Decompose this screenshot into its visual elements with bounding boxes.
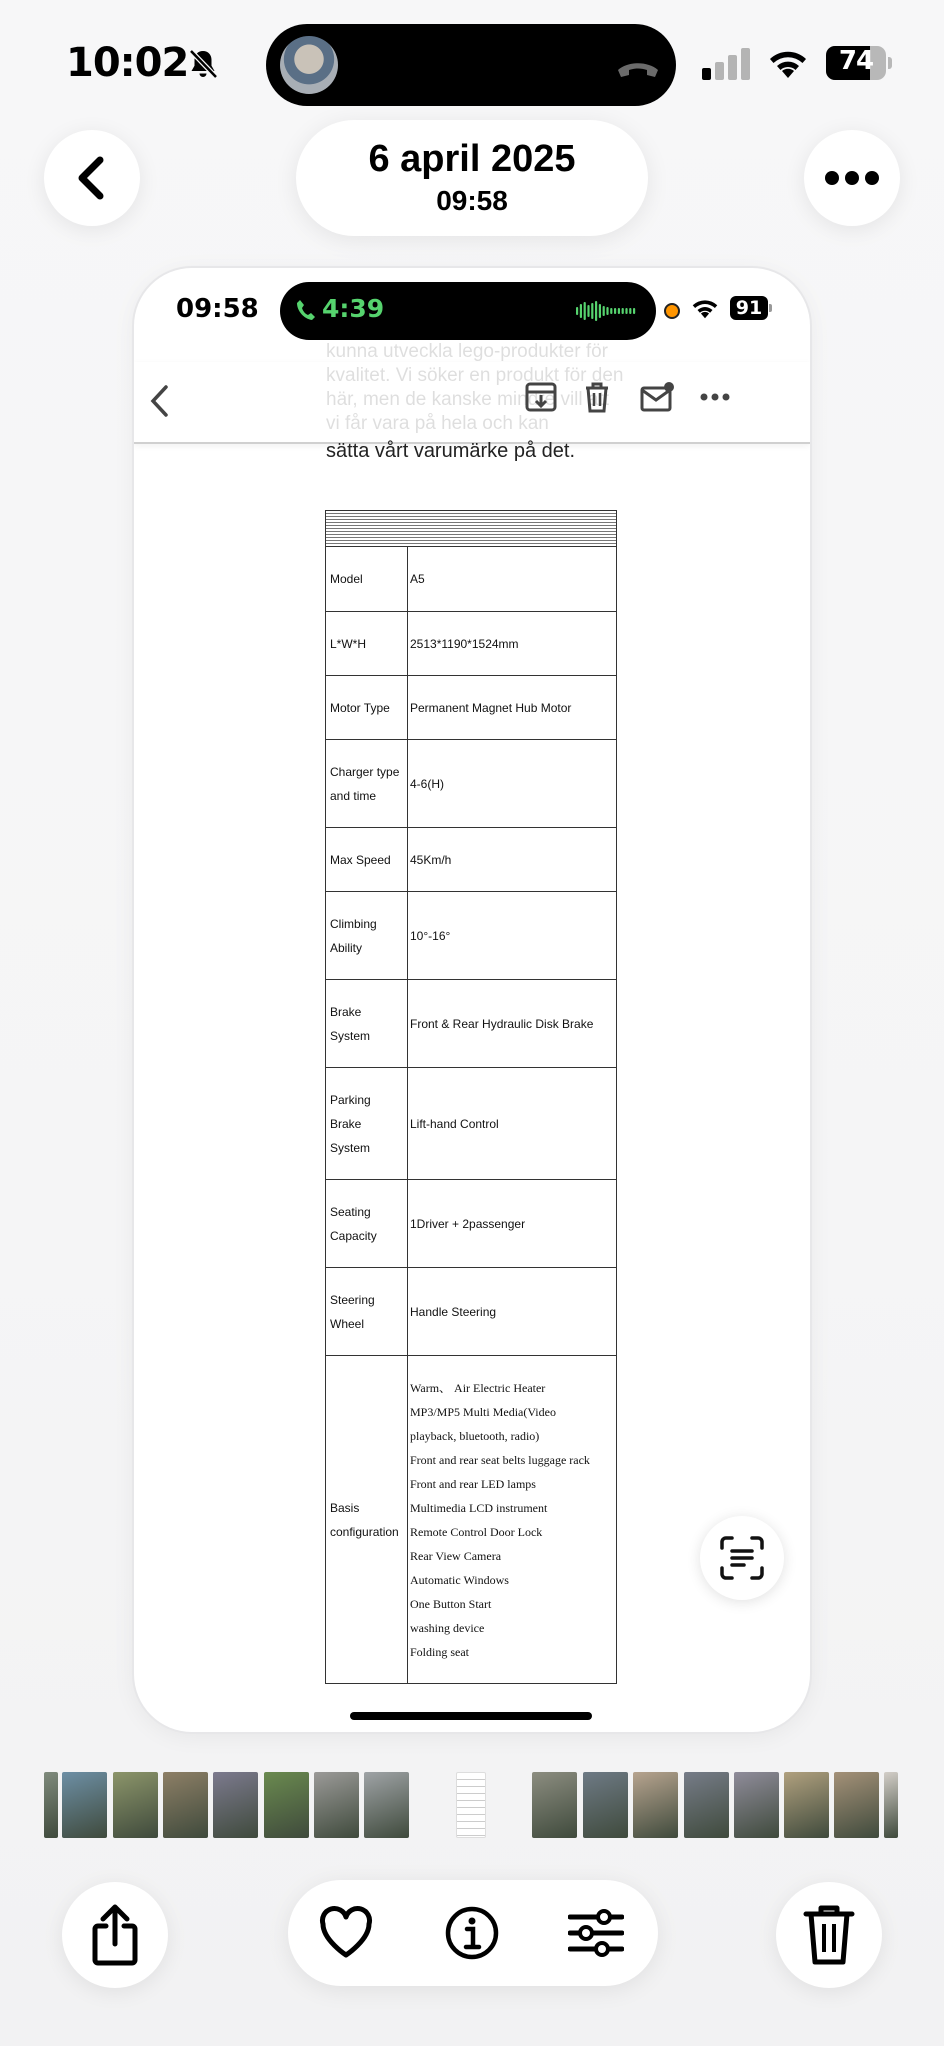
wifi-icon — [766, 46, 810, 80]
spec-key: Climbing Ability — [326, 892, 408, 979]
thumbnail-strip[interactable] — [0, 1772, 944, 1838]
spec-value: Permanent Magnet Hub Motor — [410, 700, 572, 715]
thumbnail[interactable] — [834, 1772, 879, 1838]
spec-feature-line: Rear View Camera — [410, 1548, 502, 1563]
spec-row — [326, 1267, 616, 1355]
photo-content[interactable] — [134, 268, 810, 1732]
email-last-line: sätta vårt varumärke på det. — [326, 440, 576, 462]
trash-icon — [580, 380, 614, 414]
phone-icon — [296, 299, 316, 321]
inner-battery — [730, 296, 772, 320]
thumbnail[interactable] — [314, 1772, 359, 1838]
spec-key: Charger type and time — [326, 740, 408, 827]
battery-indicator — [826, 46, 892, 80]
photo-time: 09:58 — [436, 185, 508, 216]
spec-key: Basis configuration — [326, 1356, 408, 1683]
thumbnail[interactable] — [684, 1772, 729, 1838]
dynamic-island[interactable] — [266, 24, 676, 106]
spec-value: 45Km/h — [410, 852, 452, 867]
archive-icon — [524, 380, 558, 414]
share-button[interactable] — [62, 1882, 168, 1988]
spec-feature-line: Folding seat — [410, 1644, 469, 1659]
thumbnail[interactable] — [583, 1772, 628, 1838]
spec-feature-line: Warm、 Air Electric Heater — [410, 1380, 546, 1395]
spec-table-header — [326, 511, 616, 547]
info-icon[interactable] — [444, 1905, 500, 1961]
mail-toolbar — [134, 362, 810, 444]
spec-value: Handle Steering — [410, 1304, 497, 1319]
thumbnail[interactable] — [113, 1772, 158, 1838]
back-chevron-icon — [150, 384, 170, 418]
spec-row — [326, 675, 616, 739]
spec-row — [326, 827, 616, 891]
end-call-icon[interactable] — [614, 48, 662, 84]
spec-value: 4-6(H) — [410, 776, 445, 791]
thumbnail[interactable] — [784, 1772, 829, 1838]
live-text-scan-icon — [718, 1534, 766, 1582]
spec-key: Max Speed — [326, 828, 408, 891]
share-icon — [90, 1904, 140, 1966]
spec-row — [326, 739, 616, 827]
more-icon — [700, 392, 730, 402]
spec-key: Motor Type — [326, 676, 408, 739]
spec-value: 1Driver + 2passenger — [410, 1216, 526, 1231]
inner-dynamic-island — [280, 282, 656, 340]
spec-table — [325, 510, 617, 1684]
adjust-sliders-icon[interactable] — [568, 1905, 624, 1961]
caller-avatar — [280, 36, 338, 94]
thumbnail[interactable] — [364, 1772, 409, 1838]
more-options-button[interactable] — [804, 130, 900, 226]
thumbnail[interactable] — [532, 1772, 577, 1838]
spec-feature-line: washing device — [410, 1620, 485, 1635]
ellipsis-icon — [824, 170, 880, 186]
spec-feature-line: Multimedia LCD instrument — [410, 1500, 548, 1515]
home-indicator — [350, 1712, 592, 1720]
spec-row — [326, 611, 616, 675]
spec-key: Parking Brake System — [326, 1068, 408, 1179]
call-indicator — [296, 294, 384, 323]
spec-row — [326, 1179, 616, 1267]
thumbnail[interactable] — [213, 1772, 258, 1838]
spec-feature-line: playback, bluetooth, radio) — [410, 1428, 540, 1443]
heart-icon[interactable] — [318, 1905, 374, 1961]
spec-row-basis — [326, 1355, 616, 1683]
email-text-fragment: kunna utveckla lego-produkter för kvalitet. Vi söker en produkt för den här, men de kanske mindre vill att vi får vara på hela och kan — [326, 341, 624, 434]
signal-icon — [702, 48, 752, 80]
spec-value: Front & Rear Hydraulic Disk Brake — [410, 1016, 594, 1031]
spec-value: 10°-16° — [410, 928, 451, 943]
spec-feature-line: Front and rear LED lamps — [410, 1476, 536, 1491]
thumbnail[interactable] — [264, 1772, 309, 1838]
photo-date: 6 april 2025 — [368, 138, 576, 180]
spec-value: A5 — [410, 572, 425, 586]
inner-status-time: 09:58 — [176, 294, 259, 324]
spec-row — [326, 979, 616, 1067]
spec-feature-line: Front and rear seat belts luggage rack — [410, 1452, 590, 1467]
photo-actions — [288, 1880, 658, 1986]
spec-key: Steering Wheel — [326, 1268, 408, 1355]
chevron-left-icon — [72, 156, 112, 200]
date-header[interactable] — [296, 120, 648, 236]
back-button[interactable] — [44, 130, 140, 226]
thumbnail-selected[interactable] — [456, 1772, 486, 1838]
delete-button[interactable] — [776, 1882, 882, 1988]
thumbnail[interactable] — [884, 1772, 898, 1838]
battery-percent: 74 — [838, 46, 874, 76]
inner-wifi-icon — [690, 296, 720, 320]
spec-key: Brake System — [326, 980, 408, 1067]
spec-key: L*W*H — [326, 612, 408, 675]
spec-feature-line: Automatic Windows — [410, 1572, 509, 1587]
spec-value: Lift-hand Control — [410, 1116, 499, 1131]
live-text-button[interactable] — [700, 1516, 784, 1600]
thumbnail[interactable] — [44, 1772, 58, 1838]
spec-row — [326, 891, 616, 979]
spec-value: 2513*1190*1524mm — [410, 636, 519, 651]
spec-feature-line: Remote Control Door Lock — [410, 1524, 543, 1539]
spec-value-list — [408, 1356, 616, 1683]
spec-row — [326, 1067, 616, 1179]
thumbnail[interactable] — [734, 1772, 779, 1838]
spec-feature-line: MP3/MP5 Multi Media(Video — [410, 1404, 556, 1419]
trash-icon — [802, 1904, 856, 1966]
spec-key: Model — [326, 547, 408, 611]
mark-unread-icon — [640, 380, 674, 414]
thumbnail[interactable] — [163, 1772, 208, 1838]
inner-battery-percent: 91 — [730, 296, 768, 320]
thumbnail[interactable] — [62, 1772, 107, 1838]
bell-muted-icon — [186, 47, 220, 81]
audio-wave-icon — [574, 300, 638, 322]
spec-feature-line: One Button Start — [410, 1596, 492, 1611]
thumbnail[interactable] — [633, 1772, 678, 1838]
call-timer: 4:39 — [322, 294, 385, 323]
spec-row — [326, 547, 616, 611]
status-time: 10:02 — [66, 40, 189, 86]
spec-key: Seating Capacity — [326, 1180, 408, 1267]
recording-dot — [664, 303, 680, 319]
